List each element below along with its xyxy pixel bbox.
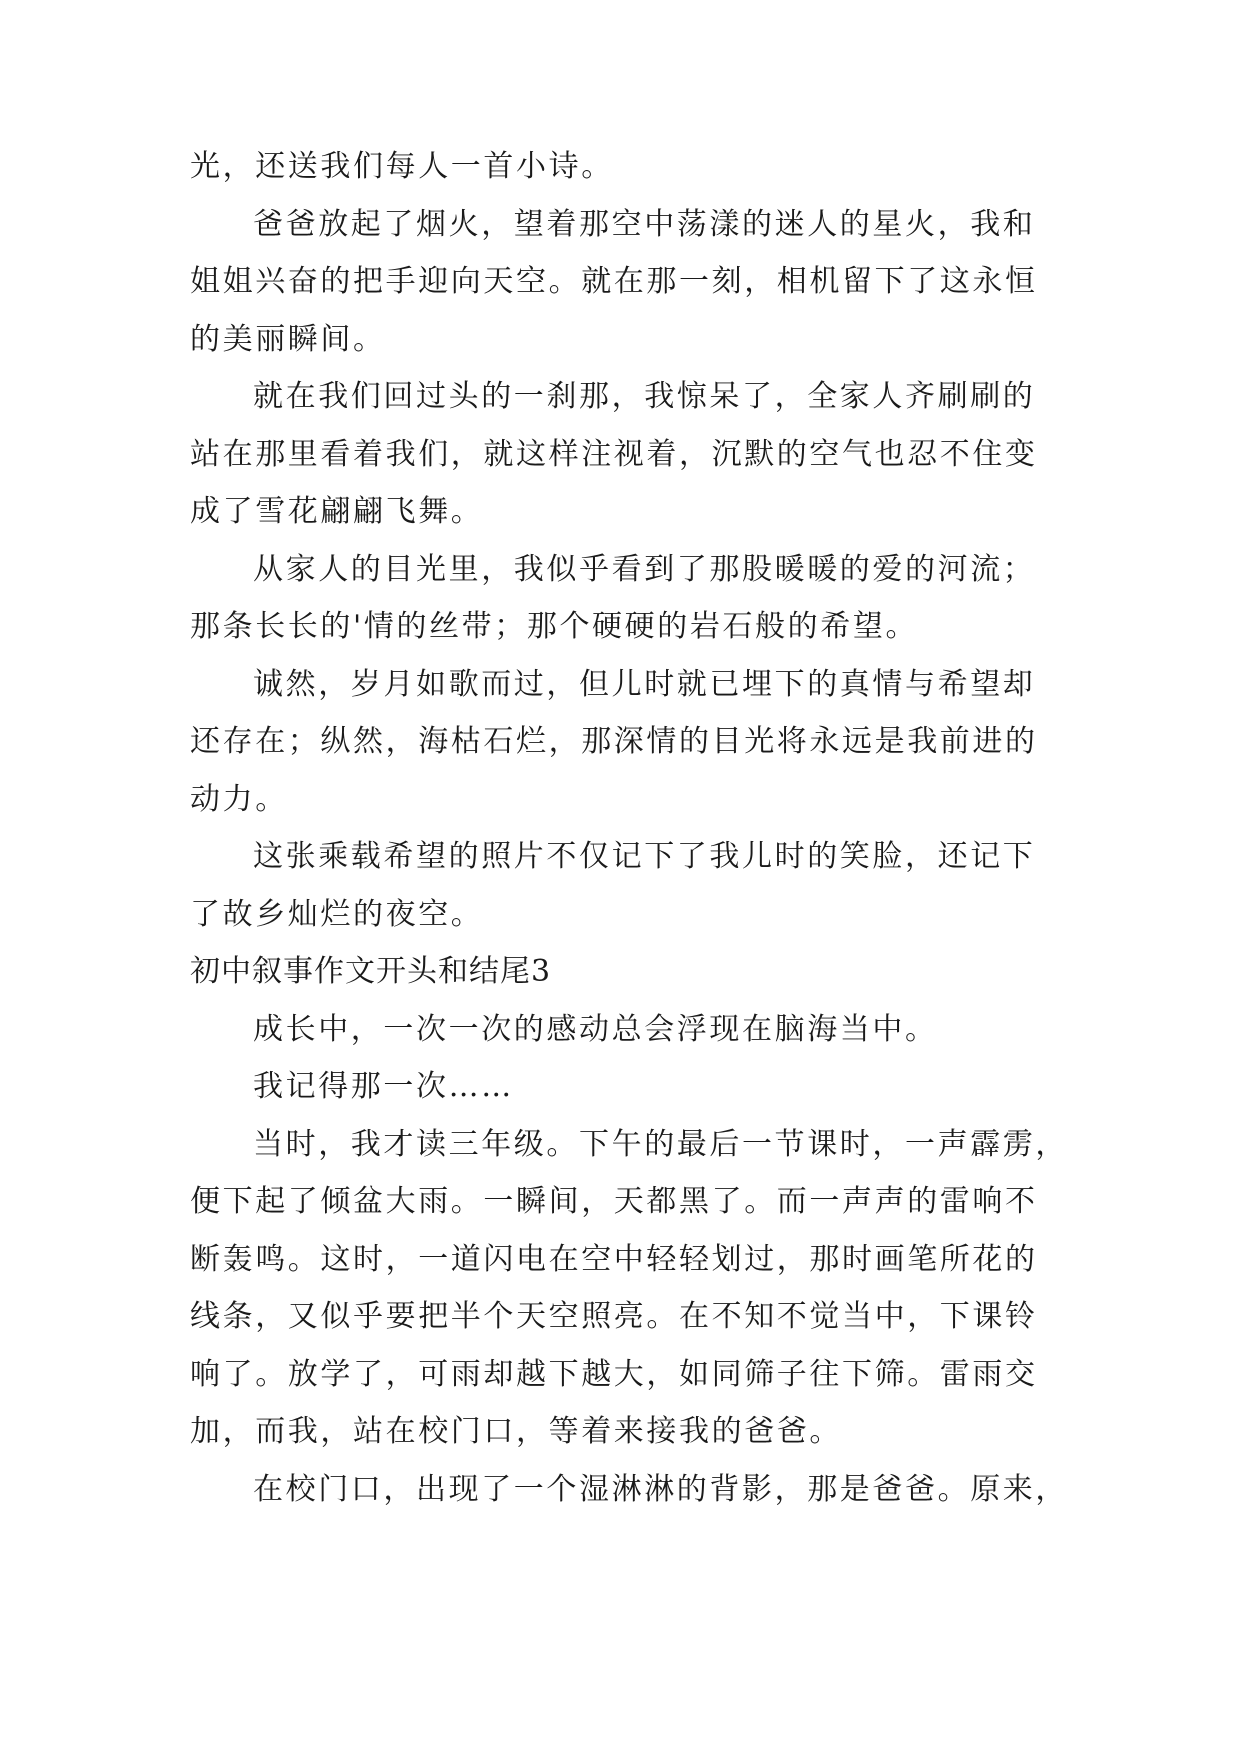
text-line: 的美丽瞬间。	[190, 322, 386, 357]
text-line: 光，还送我们每人一首小诗。	[190, 149, 614, 184]
text-line: 那条长长的'情的丝带；那个硬硬的岩石般的希望。	[190, 609, 919, 644]
text-line: 线条，又似乎要把半个天空照亮。在不知不觉当中，下课铃	[190, 1299, 1038, 1334]
text-line: 了故乡灿烂的夜空。	[190, 897, 484, 932]
paragraph-start-line: 爸爸放起了烟火，望着那空中荡漾的迷人的星火，我和	[253, 207, 1036, 242]
paragraph-start-line: 在校门口，出现了一个湿淋淋的背影，那是爸爸。原来，	[253, 1472, 1068, 1507]
text-line: 还存在；纵然，海枯石烂，那深情的目光将永远是我前进的	[190, 724, 1038, 759]
text-line: 便下起了倾盆大雨。一瞬间，天都黑了。而一声声的雷响不	[190, 1184, 1038, 1219]
paragraph-start-line: 从家人的目光里，我似乎看到了那股暖暖的爱的河流；	[253, 552, 1036, 587]
paragraph-start-line: 当时，我才读三年级。下午的最后一节课时，一声霹雳，	[253, 1127, 1068, 1162]
text-line: 响了。放学了，可雨却越下越大，如同筛子往下筛。雷雨交	[190, 1357, 1038, 1392]
text-line: 断轰鸣。这时，一道闪电在空中轻轻划过，那时画笔所花的	[190, 1242, 1038, 1277]
paragraph-start-line: 这张乘载希望的照片不仅记下了我儿时的笑脸，还记下	[253, 839, 1036, 874]
text-line: 加，而我，站在校门口，等着来接我的爸爸。	[190, 1414, 842, 1449]
text-line: 成了雪花翩翩飞舞。	[190, 494, 484, 529]
paragraph-start-line: 诚然，岁月如歌而过，但儿时就已埋下的真情与希望却	[253, 667, 1036, 702]
text-line: 站在那里看着我们，就这样注视着，沉默的空气也忍不住变	[190, 437, 1038, 472]
paragraph-start-line: 成长中，一次一次的感动总会浮现在脑海当中。	[253, 1012, 938, 1047]
section-heading: 初中叙事作文开头和结尾3	[190, 954, 552, 989]
text-line: 动力。	[190, 782, 288, 817]
text-line: 姐姐兴奋的把手迎向天空。就在那一刻，相机留下了这永恒	[190, 264, 1038, 299]
paragraph-start-line: 就在我们回过头的一刹那，我惊呆了，全家人齐刷刷的	[253, 379, 1036, 414]
paragraph-start-line: 我记得那一次……	[253, 1069, 514, 1104]
